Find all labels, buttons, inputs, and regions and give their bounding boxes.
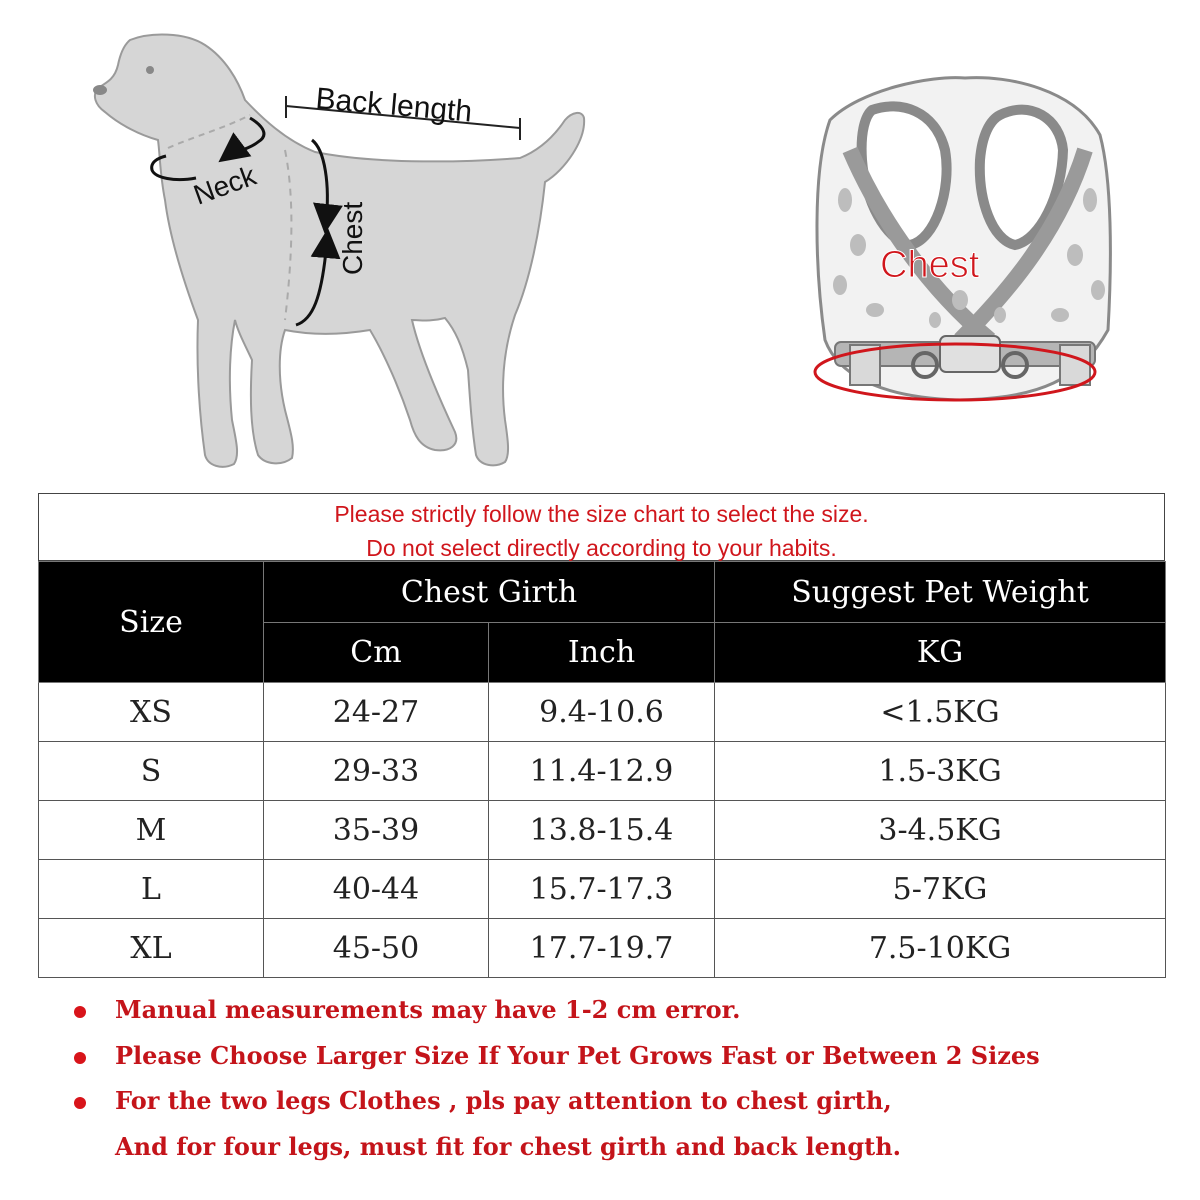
cm-cell: 29-33 [264, 742, 489, 801]
inch-cell: 17.7-19.7 [489, 919, 715, 978]
cm-cell: 24-27 [264, 683, 489, 742]
chest-girth-header: Chest Girth [264, 562, 715, 623]
bullet-icon [74, 1097, 86, 1109]
size-notice [38, 493, 1165, 561]
cm-cell: 40-44 [264, 860, 489, 919]
notice-line-2: Do not select directly according to your habits. [366, 535, 837, 561]
size-cell: S [39, 742, 264, 801]
bullet-icon [74, 1052, 86, 1064]
table-row [39, 919, 1166, 978]
kg-cell: 5-7KG [715, 860, 1166, 919]
cm-cell: 45-50 [264, 919, 489, 978]
inch-header: Inch [489, 623, 715, 683]
note-text: And for four legs, must fit for chest girth and back length. [115, 1131, 902, 1161]
illustrations [0, 0, 1200, 490]
kg-cell: 1.5-3KG [715, 742, 1166, 801]
size-cell: L [39, 860, 264, 919]
inch-cell: 13.8-15.4 [489, 801, 715, 860]
notice-line-1: Please strictly follow the size chart to select the size. [334, 501, 869, 527]
harness-buckle [940, 336, 1000, 372]
table-row [39, 742, 1166, 801]
size-cell: XS [39, 683, 264, 742]
inch-cell: 9.4-10.6 [489, 683, 715, 742]
inch-cell: 15.7-17.3 [489, 860, 715, 919]
size-header: Size [39, 562, 264, 683]
note-item [70, 1081, 1170, 1127]
note-text: Please Choose Larger Size If Your Pet Grows Fast or Between 2 Sizes [115, 1040, 1040, 1070]
note-text: For the two legs Clothes , pls pay attention to chest girth, [115, 1086, 892, 1115]
size-chart-table [38, 561, 1166, 978]
table-row [39, 683, 1166, 742]
table-row [39, 860, 1166, 919]
kg-cell: 7.5-10KG [715, 919, 1166, 978]
harness-diagram [0, 0, 1200, 490]
cm-cell: 35-39 [264, 801, 489, 860]
size-cell: M [39, 801, 264, 860]
size-cell: XL [39, 919, 264, 978]
back-length-label: Back length [314, 82, 474, 129]
kg-cell: 3-4.5KG [715, 801, 1166, 860]
note-item-continuation [70, 1127, 1170, 1173]
neck-label: Neck [189, 159, 261, 211]
inch-cell: 11.4-12.9 [489, 742, 715, 801]
cm-header: Cm [264, 623, 489, 683]
table-row [39, 801, 1166, 860]
weight-header: Suggest Pet Weight [715, 562, 1166, 623]
note-text: Manual measurements may have 1-2 cm error. [115, 995, 741, 1024]
note-item [70, 990, 1170, 1036]
note-item [70, 1036, 1170, 1082]
kg-cell: <1.5KG [715, 683, 1166, 742]
chest-label: Chest [337, 201, 368, 275]
bullet-icon [74, 1006, 86, 1018]
kg-header: KG [715, 623, 1166, 683]
notes-list [70, 990, 1170, 1172]
harness-chest-label: Chest [880, 244, 980, 286]
